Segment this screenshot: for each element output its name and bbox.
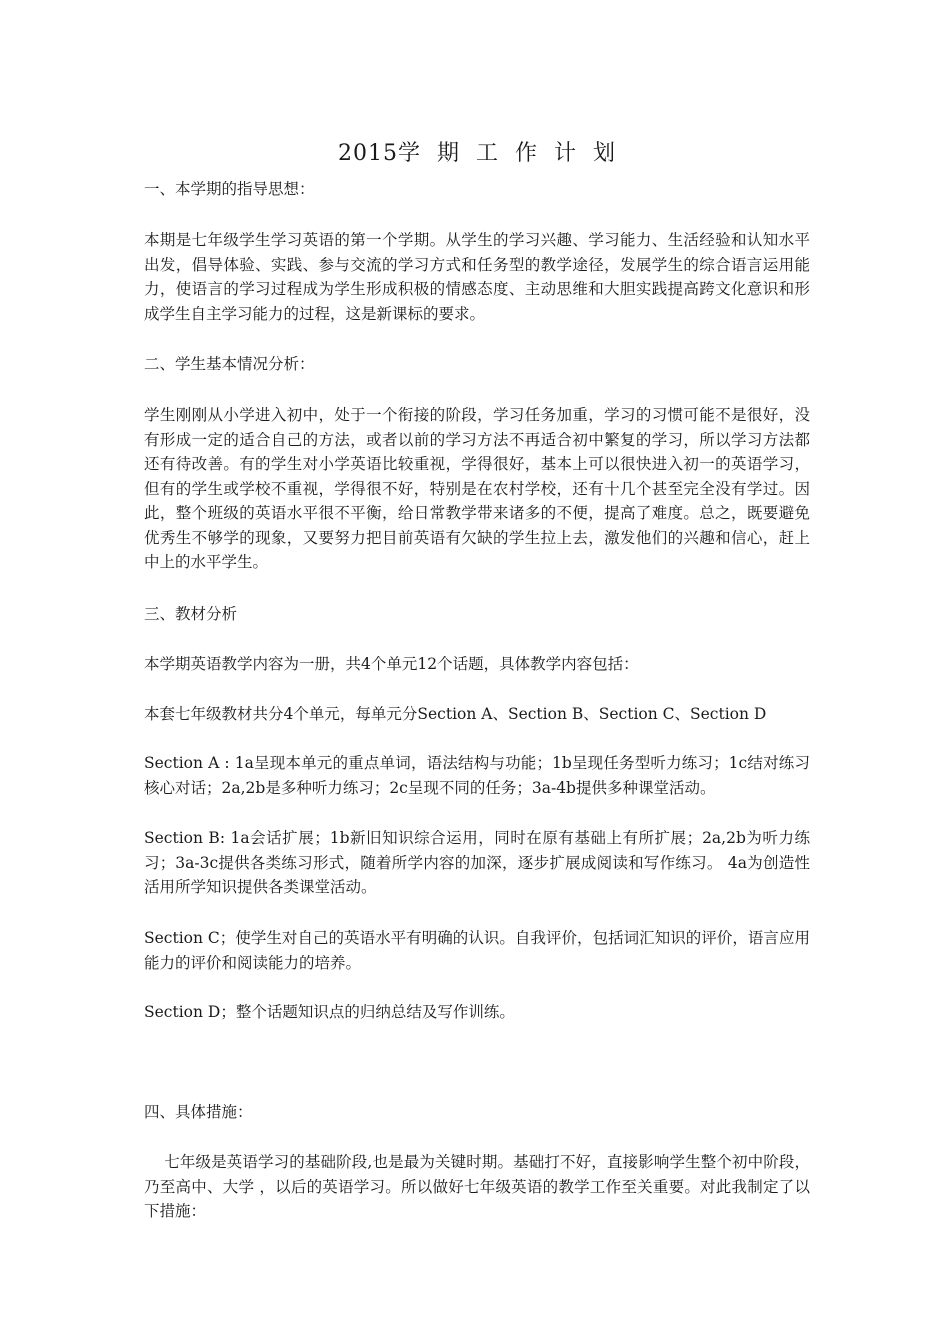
paragraph-section-b: Section B: 1a会话扩展；1b新旧知识综合运用，同时在原有基础上有所扩展；2a,2b为听力练习；3a-3c提供各类练习形式，随着所学内容的加深，逐步扩展成阅读和写作练习。 4a为创造性活用所学知识提供各类课堂活动。: [144, 829, 810, 896]
paragraph-textbook-structure: 本套七年级教材共分4个单元，每单元分Section A、Section B、Section C、Section D: [144, 705, 767, 723]
section-heading-2: 二、学生基本情况分析：: [144, 355, 315, 373]
section-heading-1: 一、本学期的指导思想：: [144, 180, 315, 198]
paragraph-section-a: Section A : 1a呈现本单元的重点单词，语法结构与功能；1b呈现任务型听力练习；1c结对练习核心对话；2a,2b是多种听力练习；2c呈现不同的任务；3a-4b提供多种课堂活动。: [144, 754, 810, 797]
paragraph-measures: 七年级是英语学习的基础阶段,也是最为关键时期。基础打不好，直接影响学生整个初中阶段，乃至高中、大学 ，以后的英语学习。所以做好七年级英语的教学工作至关重要。对此我制定了以下措施：: [144, 1153, 810, 1220]
paragraph-student-analysis: 学生刚刚从小学进入初中，处于一个衔接的阶段，学习任务加重，学习的习惯可能不是很好，没有形成一定的适合自己的方法，或者以前的学习方法不再适合初中繁复的学习，所以学习方法都还有待改善。有的学生对小学英语比较重视，学得很好，基本上可以很快进入初一的英语学习，但有的学生或学校不重视，学得很不好，特别是在农村学校，还有十几个甚至完全没有学过。因此，整个班级的英语水平很不平衡，给日常教学带来诸多的不便，提高了难度。总之，既要避免优秀生不够学的现象，又要努力把目前英语有欠缺的学生拉上去，激发他们的兴趣和信心，赶上中上的水平学生。: [144, 406, 810, 571]
page-title: 2015学 期 工 作 计 划: [338, 141, 616, 166]
paragraph-guiding-ideas: 本期是七年级学生学习英语的第一个学期。从学生的学习兴趣、学习能力、生活经验和认知水平出发，倡导体验、实践、参与交流的学习方式和任务型的教学途径，发展学生的综合语言运用能力，使语言的学习过程成为学生形成积极的情感态度、主动思维和大胆实践提高跨文化意识和形成学生自主学习能力的过程，这是新课标的要求。: [144, 231, 810, 323]
paragraph-section-d: Section D；整个话题知识点的归纳总结及写作训练。: [144, 1003, 515, 1021]
paragraph-section-c: Section C；使学生对自己的英语水平有明确的认识。自我评价，包括词汇知识的评价，语言应用能力的评价和阅读能力的培养。: [144, 929, 810, 972]
paragraph-content-overview: 本学期英语教学内容为一册，共4个单元12个话题，具体教学内容包括：: [144, 655, 639, 673]
section-heading-3: 三、教材分析: [144, 605, 238, 623]
section-heading-4: 四、具体措施：: [144, 1103, 253, 1121]
